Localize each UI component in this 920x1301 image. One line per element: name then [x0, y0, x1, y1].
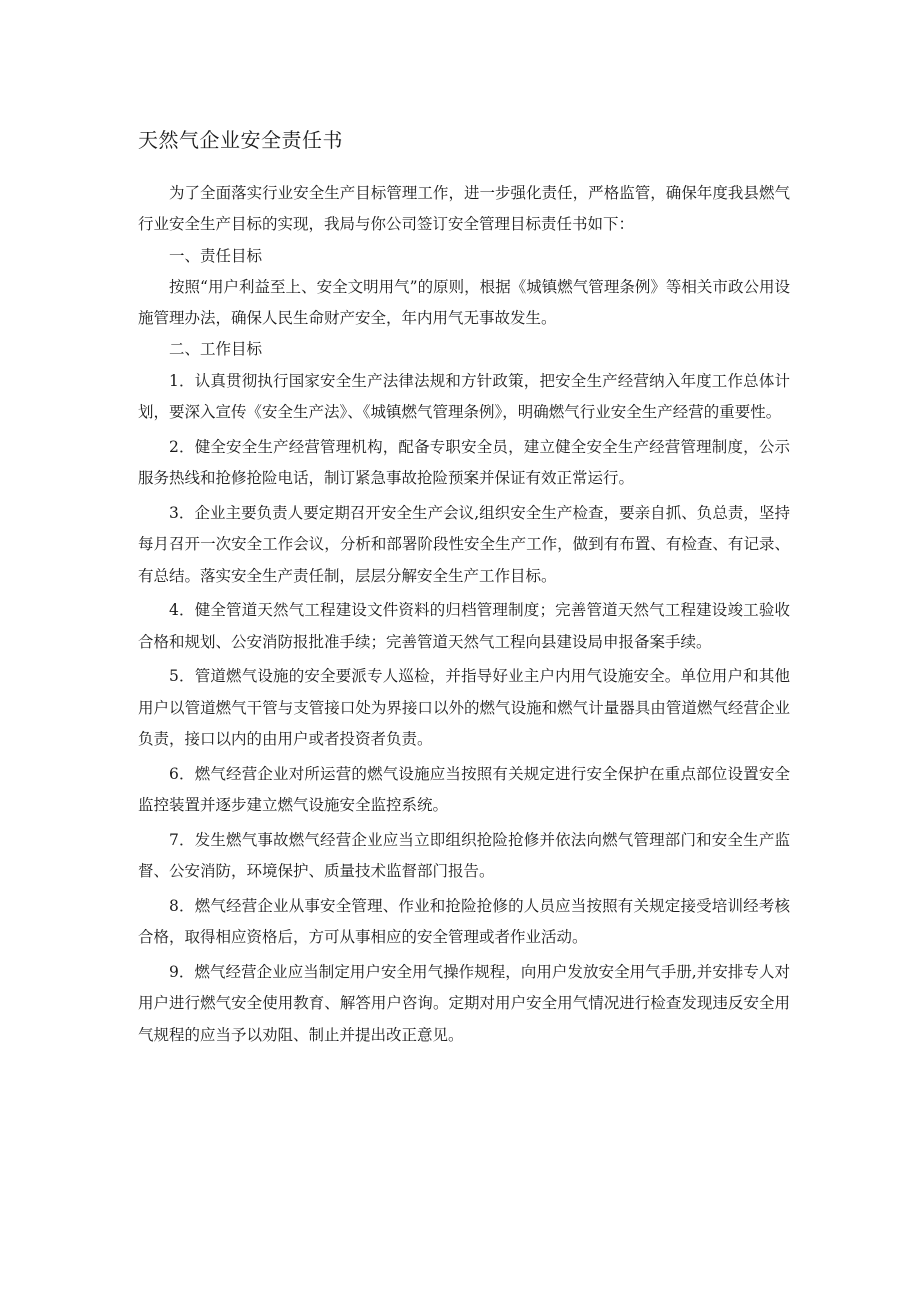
page-title: 天然气企业安全责任书 — [138, 128, 343, 152]
document-body — [138, 178, 790, 1051]
list-item: 1．认真贯彻执行国家安全生产法律法规和方针政策，把安全生产经营纳入年度工作总体计划，要深入宣传《安全生产法》、《城镇燃气管理条例》，明确燃气行业安全生产经营的重要性。 — [138, 371, 790, 422]
list-item: 6．燃气经营企业对所运营的燃气设施应当按照有关规定进行安全保护在重点部位设置安全监控装置并逐步建立燃气设施安全监控系统。 — [138, 764, 790, 815]
list-item: 9．燃气经营企业应当制定用户安全用气操作规程，向用户发放安全用气手册,并安排专人对用户进行燃气安全使用教育、解答用户咨询。定期对用户安全用气情况进行检查发现违反安全用气规程的应当予以劝阻、制止并提出改正意见。 — [138, 963, 790, 1044]
intro-paragraph: 为了全面落实行业安全生产目标管理工作，进一步强化责任，严格监管，确保年度我县燃气行业安全生产目标的实现，我局与你公司签订安全管理目标责任书如下： — [138, 184, 790, 234]
list-item: 7．发生燃气事故燃气经营企业应当立即组织抢险抢修并依法向燃气管理部门和安全生产监督、公安消防，环境保护、质量技术监督部门报告。 — [138, 830, 790, 881]
list-item: 2．健全安全生产经营管理机构，配备专职安全员，建立健全安全生产经营管理制度，公示服务热线和抢修抢险电话，制订紧急事故抢险预案并保证有效正常运行。 — [138, 437, 790, 488]
section-heading-work-goals: 二、工作目标 — [169, 340, 263, 359]
list-item: 5．管道燃气设施的安全要派专人巡检，并指导好业主户内用气设施安全。单位用户和其他用户以管道燃气干管与支管接口处为界接口以外的燃气设施和燃气计量器具由管道燃气经营企业负责，接口以内的由用户或者投资者负责。 — [138, 667, 790, 749]
list-item: 8．燃气经营企业从事安全管理、作业和抢险抢修的人员应当按照有关规定接受培训经考核合格，取得相应资格后，方可从事相应的安全管理或者作业活动。 — [138, 897, 790, 947]
list-item: 4．健全管道天然气工程建设文件资料的归档管理制度；完善管道天然气工程建设竣工验收合格和规划、公安消防报批准手续；完善管道天然气工程向县建设局申报备案手续。 — [138, 601, 790, 651]
section-paragraph-responsibility: 按照“用户利益至上、安全文明用气”的原则，根据《城镇燃气管理条例》等相关市政公用设施管理办法，确保人民生命财产安全，年内用气无事故发生。 — [138, 277, 790, 328]
list-item: 3．企业主要负责人要定期召开安全生产会议,组织安全生产检查，要亲自抓、负总责，坚持每月召开一次安全工作会议，分析和部署阶段性安全生产工作，做到有布置、有检查、有记录、有总结。落实安全生产责任制，层层分解安全生产工作目标。 — [138, 503, 790, 585]
section-heading-responsibility: 一、责任目标 — [169, 246, 263, 265]
